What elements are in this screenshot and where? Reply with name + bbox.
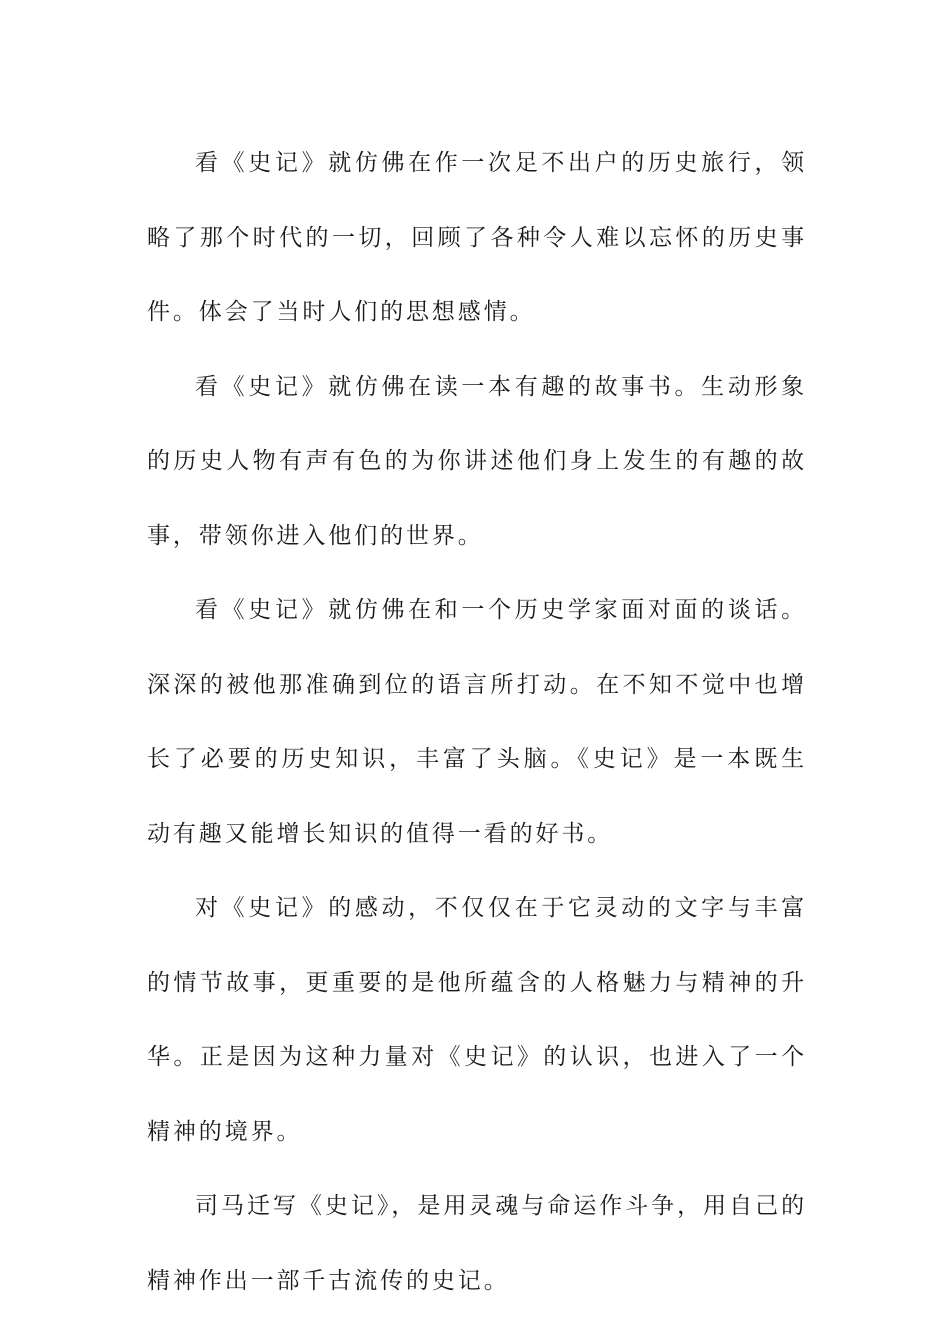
document-body bbox=[147, 126, 807, 1318]
paragraph-2: 看《史记》就仿佛在读一本有趣的故事书。生动形象的历史人物有声有色的为你讲述他们身上发生的有趣的故事，带领你进入他们的世界。 bbox=[147, 373, 807, 549]
paragraph-3: 看《史记》就仿佛在和一个历史学家面对面的谈话。深深的被他那准确到位的语言所打动。在不知不觉中也增长了必要的历史知识，丰富了头脑。《史记》是一本既生动有趣又能增长知识的值得一看的好书。 bbox=[147, 597, 807, 847]
paragraph-5: 司马迁写《史记》，是用灵魂与命运作斗争，用自己的精神作出一部千古流传的史记。 bbox=[147, 1193, 807, 1294]
paragraph-1: 看《史记》就仿佛在作一次足不出户的历史旅行，领略了那个时代的一切，回顾了各种令人难以忘怀的历史事件。体会了当时人们的思想感情。 bbox=[147, 150, 807, 325]
paragraph-4: 对《史记》的感动，不仅仅在于它灵动的文字与丰富的情节故事，更重要的是他所蕴含的人格魅力与精神的升华。正是因为这种力量对《史记》的认识，也进入了一个精神的境界。 bbox=[147, 895, 807, 1145]
